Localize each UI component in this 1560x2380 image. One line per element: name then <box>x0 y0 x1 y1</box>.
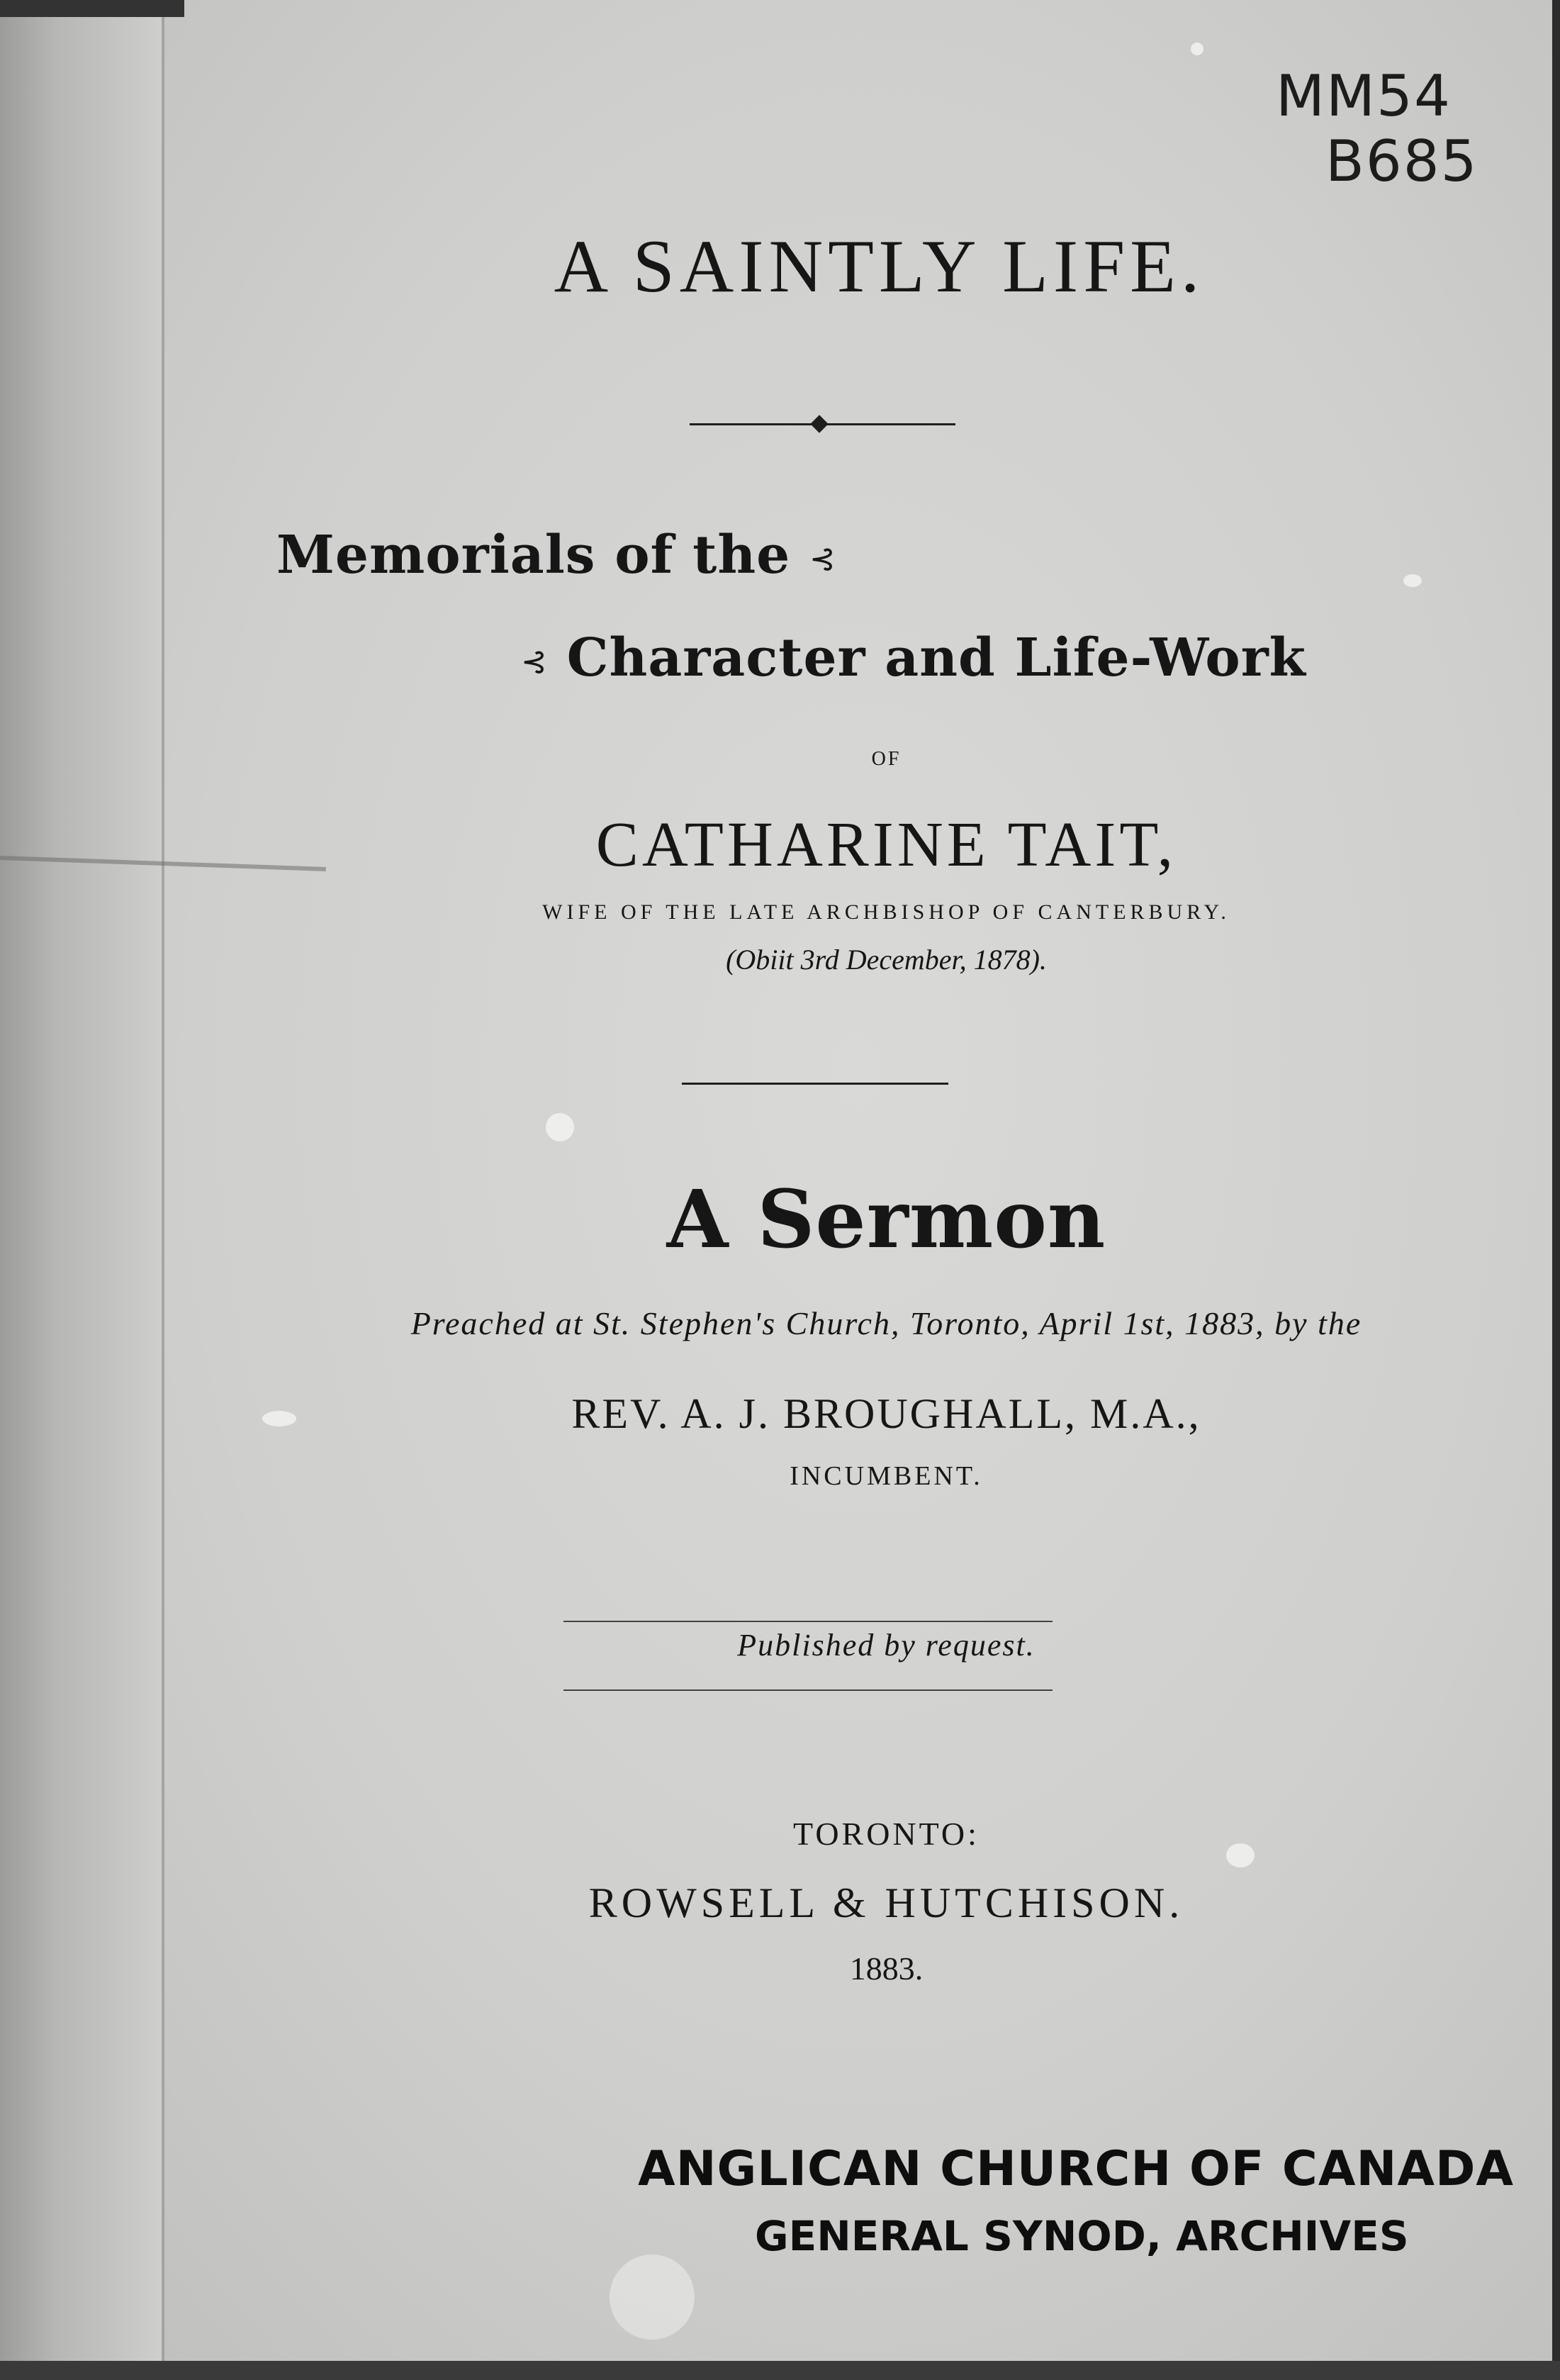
archive-stamp <box>624 2141 1515 2283</box>
divider-rule <box>563 1621 1053 1622</box>
obiit-date: (Obiit 3rd December, 1878). <box>726 944 1047 976</box>
author-role: INCUMBENT. <box>790 1461 983 1491</box>
of-connector: OF <box>871 748 902 770</box>
subject-name: CATHARINE TAIT, <box>595 810 1177 880</box>
flourish-icon: ⊰ <box>521 644 548 680</box>
bottom-edge-shadow <box>0 2361 1560 2380</box>
author-name: REV. A. J. BROUGHALL, M.A., <box>571 1390 1201 1437</box>
subject-description: WIFE OF THE LATE ARCHBISHOP OF CANTERBURY. <box>542 900 1230 924</box>
call-number-line1: MM54 <box>1276 63 1452 129</box>
imprint-publisher: ROWSELL & HUTCHISON. <box>588 1879 1184 1926</box>
divider-rule <box>682 1083 948 1085</box>
paper-speck <box>1403 574 1422 587</box>
paper-speck <box>546 1113 574 1141</box>
imprint-year: 1883. <box>849 1950 924 1987</box>
subtitle-line2-text: Character and Life-Work <box>566 627 1306 688</box>
rule-diamond-ornament <box>810 415 828 432</box>
published-note: Published by request. <box>737 1628 1036 1663</box>
call-number-line2: B685 <box>1325 128 1478 194</box>
imprint-place: TORONTO: <box>793 1816 980 1852</box>
archive-stamp-line1: ANGLICAN CHURCH OF CANADA <box>638 2141 1515 2197</box>
ornamental-rule <box>690 413 955 435</box>
subtitle-line2 <box>521 627 1306 688</box>
call-number-annotation <box>1276 64 1545 206</box>
sermon-heading: A Sermon <box>666 1173 1106 1266</box>
top-edge-shadow <box>0 0 184 17</box>
page-title: A SAINTLY LIFE. <box>554 225 1205 308</box>
flourish-icon: ⊰ <box>809 541 836 577</box>
archive-stamp-line2: GENERAL SYNOD, ARCHIVES <box>755 2212 1409 2260</box>
preached-line: Preached at St. Stephen's Church, Toronto, April 1st, 1883, by the <box>410 1305 1362 1341</box>
subtitle-line1-text: Memorials of the <box>276 525 791 586</box>
paper-speck <box>1191 43 1203 55</box>
subtitle-line1 <box>276 525 836 586</box>
divider-rule <box>563 1689 1053 1691</box>
